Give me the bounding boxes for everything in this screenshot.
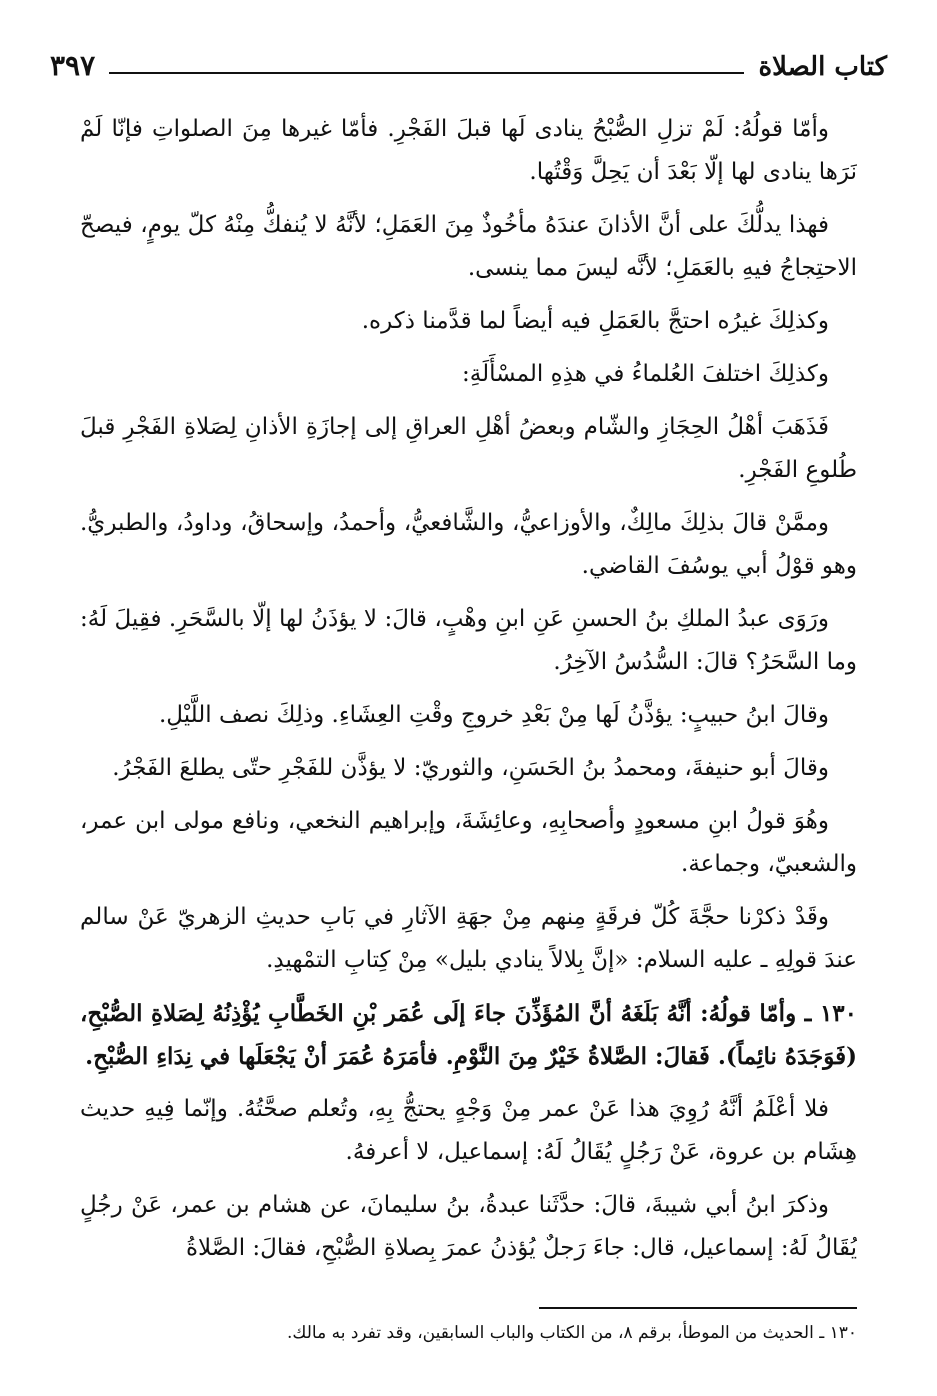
page-header [50,40,887,80]
numbered-hadith-paragraph: ١٣٠ ـ وأمّا قولُهُ: أنَّهُ بَلَغَهُ أنَّ المُؤَذِّنَ جاءَ إلَى عُمَر بْنِ الخَطَّابِ يُؤْذِنُهُ لِصَلاةِ الصُّبْحِ، (فَوَجَدَهُ نائِماً). فَقالَ: الصَّلاةُ خَيْرٌ مِنَ النَّوْمِ. فأمَرَهُ عُمَرَ أنْ يَجْعَلَها في نِدَاءِ الصُّبْحِ. [80,1000,857,1070]
page-body [80,108,857,1288]
footnote: ١٣٠ ـ الحديث من الموطأ، برقم ٨، من الكتاب والباب السابقين، وقد تفرد به مالك. [287,1323,857,1343]
header-rule [109,72,744,74]
paragraph: وقالَ أبو حنيفةَ، ومحمدُ بنُ الحَسَنِ، والثوريّ: لا يؤذَّن للفَجْرِ حتّى يطلعَ الفَجْرُ. [112,755,829,781]
chapter-title: كتاب الصلاة [758,52,887,82]
paragraph: فلا أعْلَمُ أنَّهُ رُوِيَ هذا عَنْ عمر مِنْ وَجْهٍ يحتجُّ بِهِ، وتُعلم صحَّتُهُ. وإنّما فِيهِ حديث هِشَام بن عروة، عَنْ رَجُلٍ يُقَالُ لَهُ: إسماعيل، لا أعرفهُ. [80,1096,857,1165]
paragraph: فهذا يدلُّكَ على أنَّ الأذانَ عندَهُ مأخُوذٌ مِنَ العَمَلِ؛ لأنَّهُ لا يُنفكُّ مِنْهُ كلّ يومٍ، فيصحّ الاحتِجاجُ فيهِ بالعَمَلِ؛ لأنَّه ليسَ مما ينسى. [80,212,857,281]
paragraph: وكذلِكَ غيرُه احتجَّ بالعَمَلِ فيه أيضاً لما قدَّمنا ذكره. [361,308,829,334]
page-number: ٣٩٧ [50,49,96,82]
paragraph: وكذلِكَ اختلفَ العُلماءُ في هذِهِ المسْأَلَةِ: [461,361,829,387]
paragraph: وهُوَ قولُ ابنِ مسعودٍ وأصحابِهِ، وعائِشَةَ، وإبراهيم النخعي، ونافع مولى ابن عمر، والشعبيّ، وجماعة. [80,808,857,877]
paragraph: ورَوَى عبدُ الملكِ بنُ الحسنِ عَنِ ابنِ وهْبٍ، قالَ: لا يؤذَنُ لها إلّا بالسَّحَرِ. فقِيلَ لَهُ: وما السَّحَرُ؟ قالَ: السُّدُسُ الآخِرُ. [80,606,857,675]
paragraph: وممَّنْ قالَ بذلِكَ مالِكٌ، والأوزاعيُّ، والشَّافعيُّ، وأحمدُ، وإسحاقُ، وداودُ، والطبريُّ. وهو قوْلُ أبي يوسُفَ القاضي. [80,510,857,579]
paragraph: وقَدْ ذكرْنا حجَّةَ كُلّ فرقَةٍ مِنهم مِنْ جهَةِ الآثارِ في بَابِ حديثِ الزهريّ عَنْ سالم عندَ قولِهِ ـ عليه السلام: «إنَّ بِلالاً ينادي بليل» مِنْ كِتابِ التمْهيدِ. [80,904,857,973]
paragraph: فَذَهَبَ أهْلُ الحِجَازِ والشّام وبعضُ أهْلِ العراقِ إلى إجازَةِ الأذانِ لِصَلاةِ الفَجْرِ قبلَ طُلوعِ الفَجْرِ. [80,414,857,483]
paragraph: وقالَ ابنُ حبيبٍ: يؤذَّنُ لَها مِنْ بَعْدِ خروجِ وقْتِ العِشَاءِ. وذلِكَ نصف اللَّيْلِ. [159,702,829,728]
paragraph: وأمّا قولُهُ: لَمْ تزلِ الصُّبْحُ ينادى لَها قبلَ الفَجْرِ. فأمّا غيرها مِنَ الصلواتِ فإنّا لَمْ نَرَها ينادى لها إلّا بَعْدَ أن يَحِلَّ وَقْتُها. [80,116,857,185]
paragraph: وذكرَ ابنُ أبي شيبةَ، قالَ: حدَّثَنا عبدةُ، بنُ سليمانَ، عن هشام بن عمر، عَنْ رجُلٍ يُقَالُ لَهُ: إسماعيل، قال: جاءَ رَجلٌ يُؤذنُ عمرَ بِصلاةِ الصُّبْحِ، فقالَ: الصَّلاةُ [80,1192,857,1261]
footnote-divider [539,1307,857,1309]
